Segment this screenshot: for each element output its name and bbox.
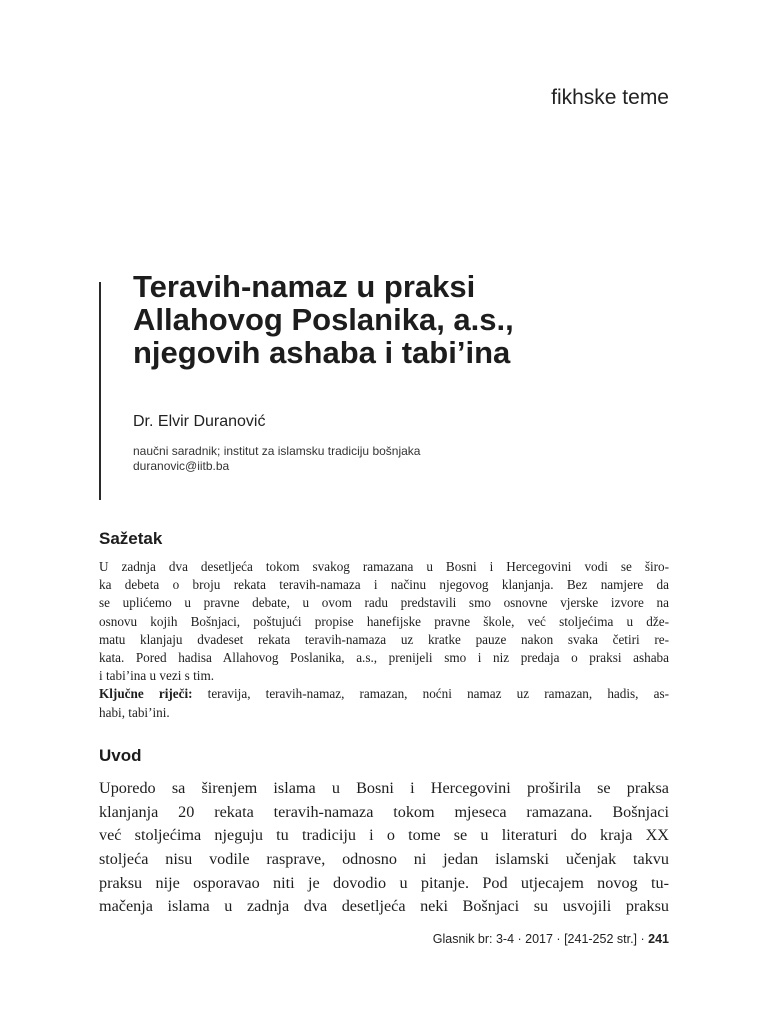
keywords-line (99, 685, 669, 703)
title-rule (99, 282, 101, 500)
author-affiliation: naučni saradnik; institut za islamsku tradiciju bošnjaka (133, 444, 421, 458)
keywords-label: Ključne riječi: (99, 686, 193, 702)
abstract-heading: Sažetak (99, 529, 163, 548)
abstract-line: matu klanjaju dvadeset rekata teravih-namaza uz kratke pauze nakon svaka četiri re- (99, 631, 669, 647)
page-footer (433, 932, 669, 946)
article-title-line: njegovih ashaba i tabi’ina (133, 335, 511, 370)
author-affiliation-block (133, 444, 420, 474)
section-label: fikhske teme (551, 86, 669, 109)
intro-line: Uporedo sa širenjem islama u Bosni i Hercegovini proširila se praksa (99, 779, 669, 797)
abstract-line: osnovu kojih Bošnjaci, poštujući propise hanefijske pravne škole, već stoljećima u dže- (99, 613, 669, 629)
abstract-body (99, 558, 669, 722)
article-title (133, 270, 693, 369)
intro-body (99, 777, 669, 919)
abstract-line: i tabi’ina u vezi s tim. (99, 668, 214, 684)
intro-line: praksu nije osporavao niti je dovodio u pitanje. Pod utjecajem novog tu- (99, 873, 669, 892)
intro-line: klanjanja 20 rekata teravih-namaza tokom mjeseca ramazana. Bošnjaci (99, 802, 669, 821)
intro-heading: Uvod (99, 746, 142, 765)
intro-line: mačenja islama u zadnja dva desetljeća neki Bošnjaci su usvojili praksu (99, 897, 669, 916)
footer-journal: Glasnik br: 3-4 · 2017 · [241-252 str.] · (432, 932, 649, 946)
intro-line: već stoljećima njeguju tu tradiciju i o tome se u literaturi do kraja XX (99, 826, 669, 845)
abstract-line: se uplićemo u pravne debate, u ovom radu predstavili smo osnovne vjerske izvore na (99, 595, 669, 611)
keywords-text: teravija, teravih-namaz, ramazan, noćni namaz uz ramazan, hadis, as- (192, 686, 669, 702)
author-email: duranovic@iitb.ba (133, 459, 230, 473)
author-name: Dr. Elvir Duranović (133, 413, 266, 430)
abstract-line: ka debeta o broju rekata teravih-namaza i načinu njegovog klanjanja. Bez namjere da (99, 577, 669, 593)
page-number: 241 (648, 932, 669, 946)
article-title-line: Teravih-namaz u praksi (133, 269, 476, 304)
intro-line: stoljeća nisu vodile rasprave, odnosno ni jedan islamski učenjak takvu (99, 850, 669, 869)
keywords-line: habi, tabi’ini. (99, 704, 170, 720)
abstract-line: U zadnja dva desetljeća tokom svakog ramazana u Bosni i Hercegovini vodi se širo- (99, 559, 669, 574)
abstract-line: kata. Pored hadisa Allahovog Poslanika, a.s., prenijeli smo i niz predaja o praksi ashaba (99, 649, 669, 665)
article-title-line: Allahovog Poslanika, a.s., (133, 302, 514, 337)
